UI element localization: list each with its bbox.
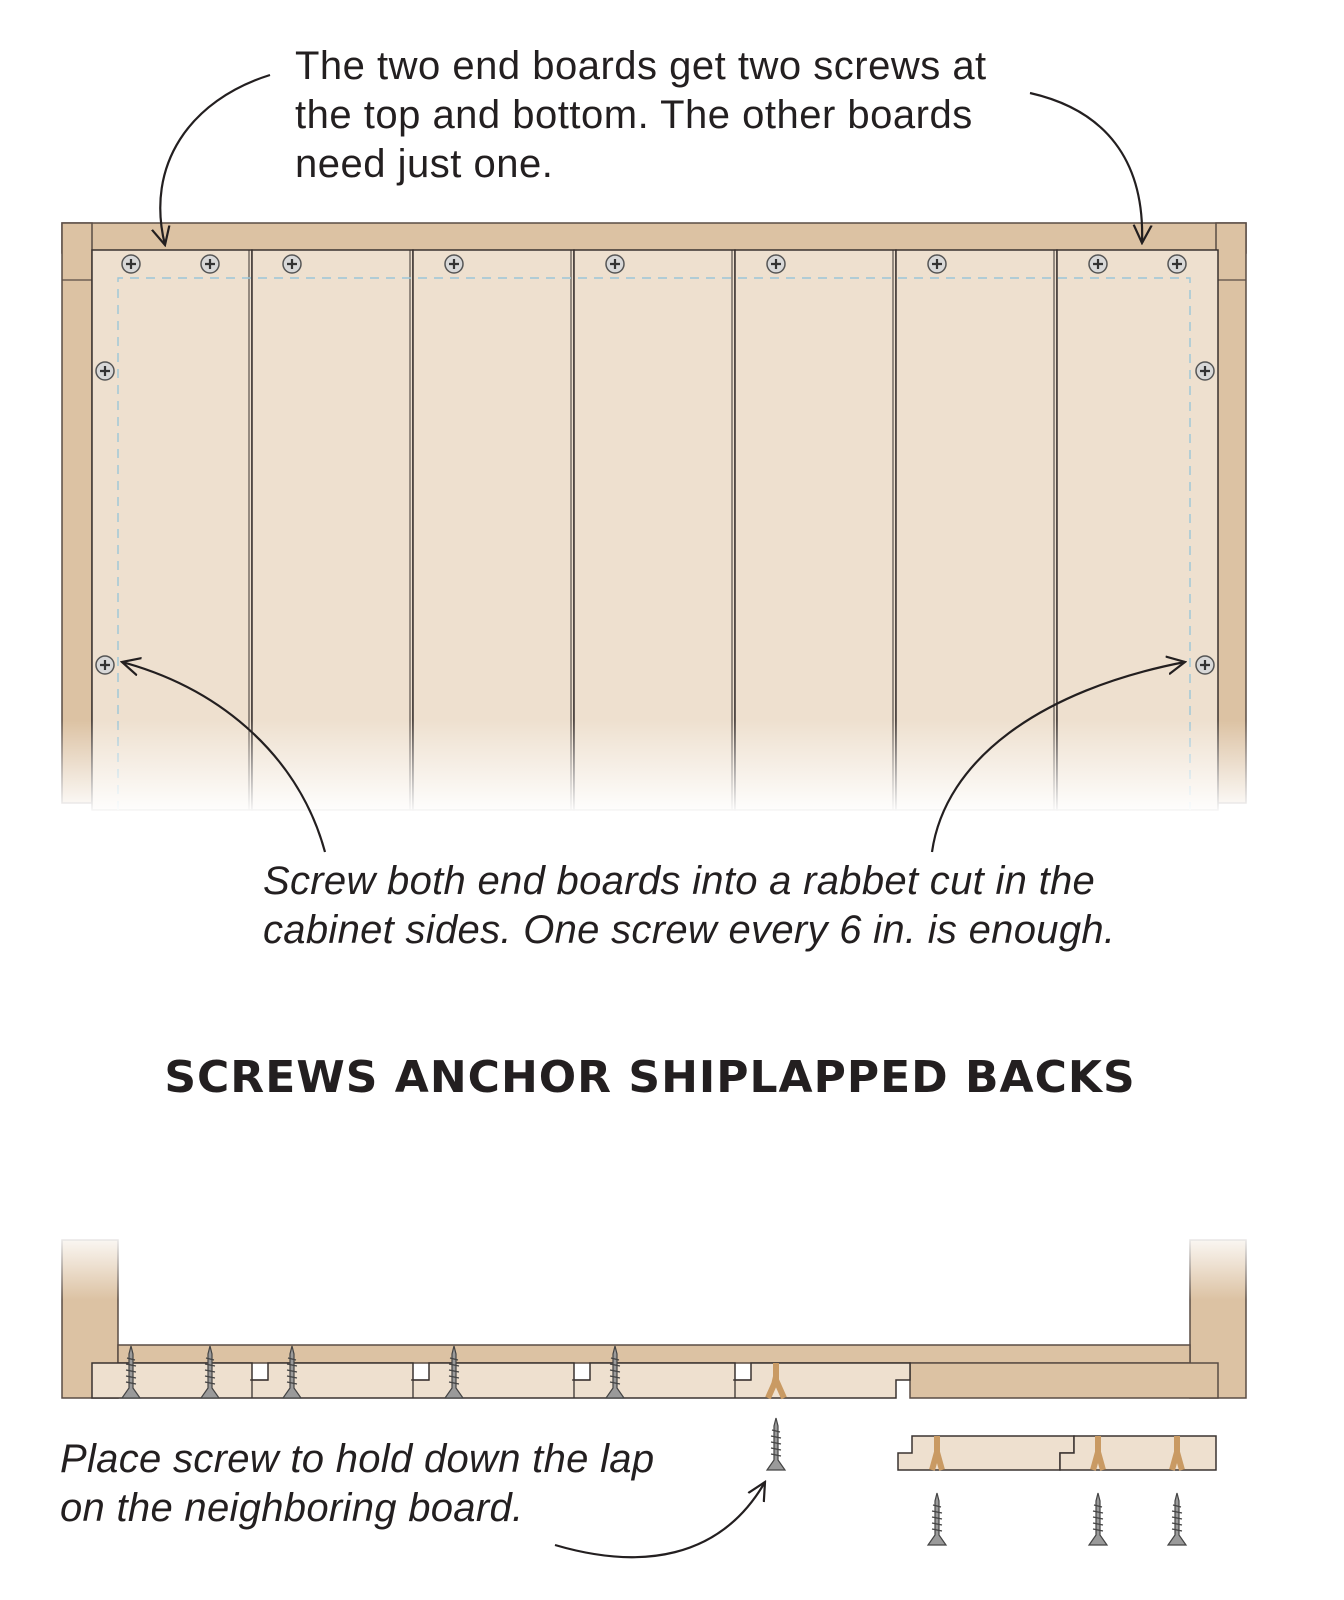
screw-icon [1168, 255, 1186, 273]
note-lap-screw: Place screw to hold down the lap on the neighboring board. [60, 1437, 655, 1530]
cabinet-left-side [62, 223, 92, 803]
screw-icon [283, 255, 301, 273]
screw-icon [1089, 255, 1107, 273]
screw-icon [201, 255, 219, 273]
screw-icon [606, 255, 624, 273]
screw-icon [1196, 656, 1214, 674]
note-rabbet-screws: Screw both end boards into a rabbet cut in the cabinet sides. One screw every 6 in. is enough. [263, 859, 1116, 952]
arrow-to-left-end-board [160, 75, 270, 245]
cabinet-top-rail [62, 223, 1246, 253]
cabinet-rail-section [118, 1345, 1190, 1363]
cabinet-right-side [1216, 223, 1246, 803]
note-end-boards: The two end boards get two screws at the top and bottom. The other boards need just one. [295, 44, 987, 186]
screw-icon [1089, 1493, 1107, 1545]
screw-icon [1196, 362, 1214, 380]
screw-icon [767, 255, 785, 273]
screw-icon [122, 255, 140, 273]
cabinet-back-front-view [50, 223, 1260, 815]
loose-screw-icon [767, 1418, 785, 1470]
screw-icon [1168, 1493, 1186, 1545]
screw-icon [928, 1493, 946, 1545]
screw-icon [96, 656, 114, 674]
shiplap-section-view [50, 1230, 1260, 1398]
diagram-caption: SCREWS ANCHOR SHIPLAPPED BACKS [164, 1052, 1136, 1103]
shiplap-detail-view [898, 1436, 1216, 1545]
screw-icon [928, 255, 946, 273]
screw-icon [96, 362, 114, 380]
screw-icon [445, 255, 463, 273]
